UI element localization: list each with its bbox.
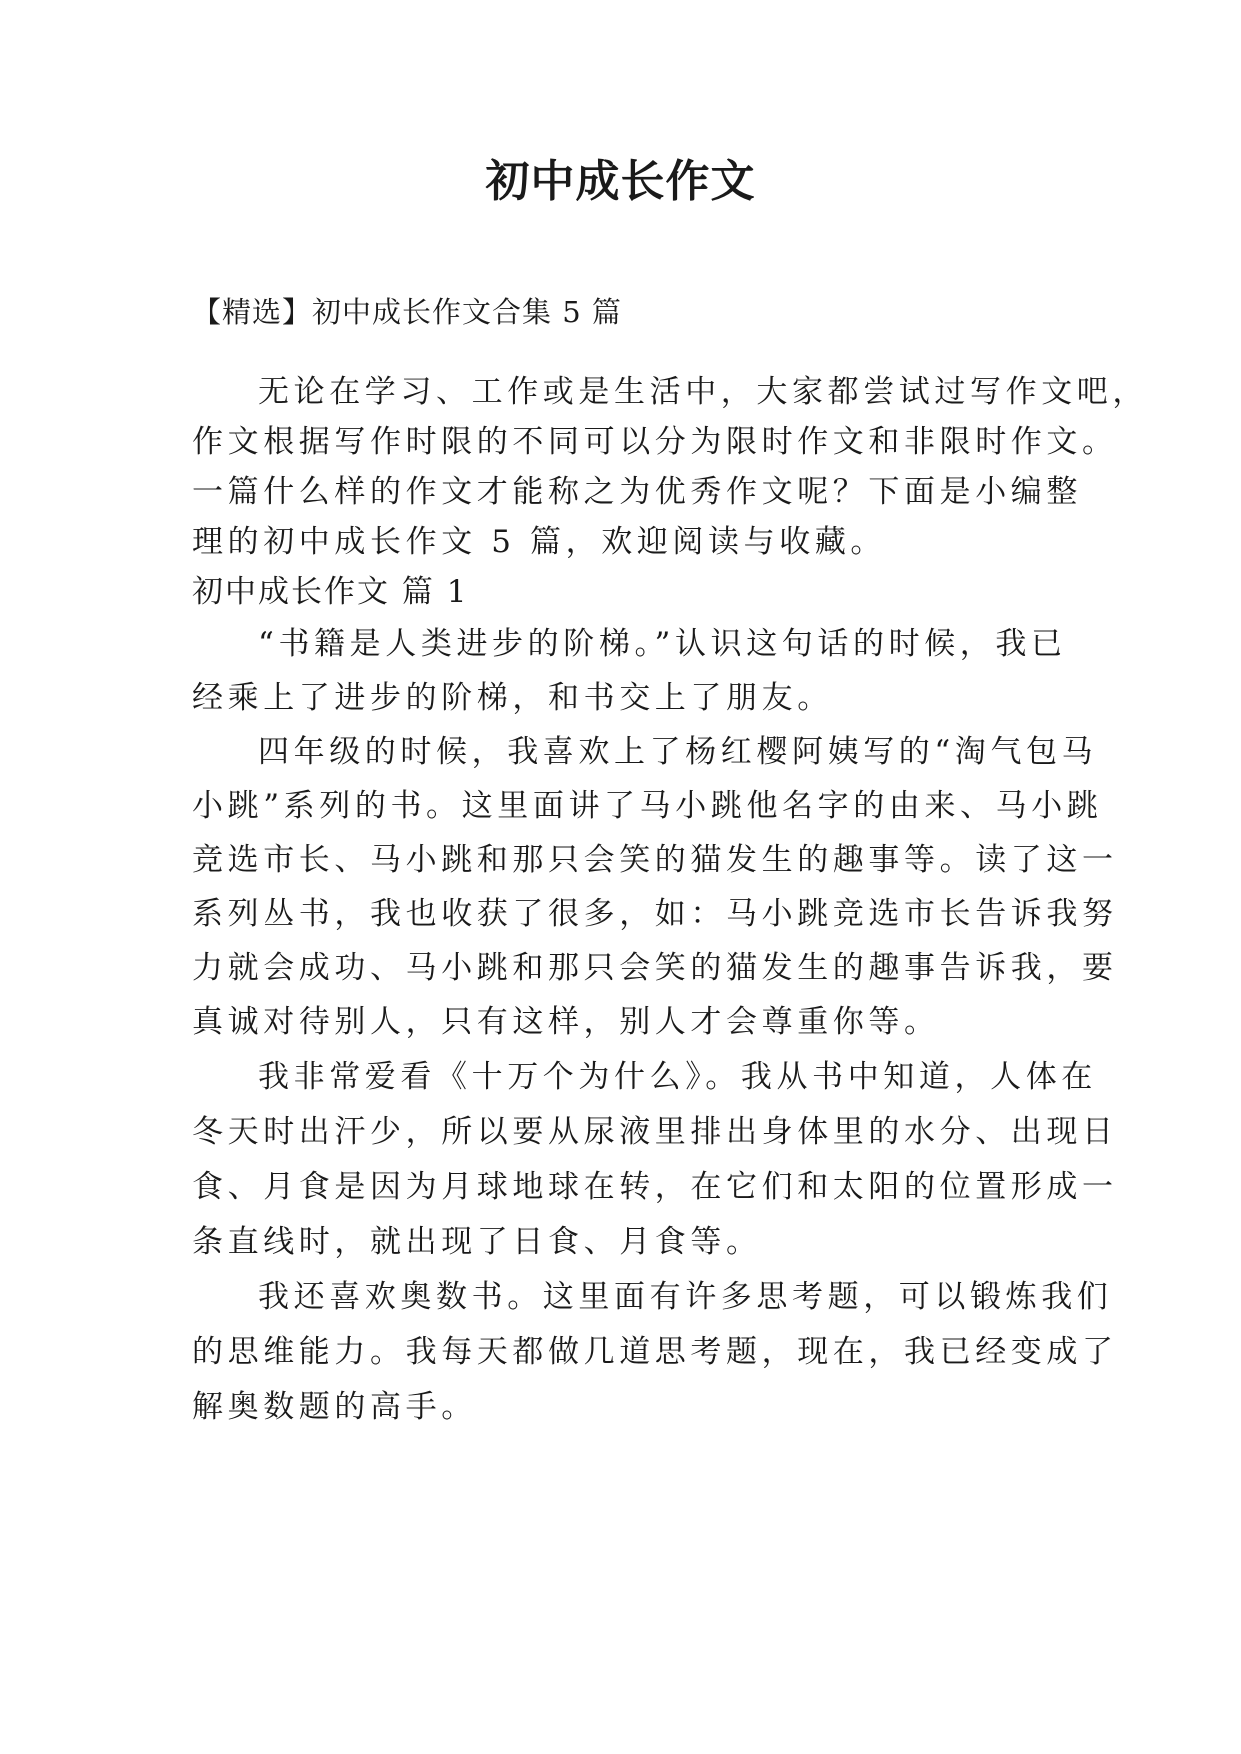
text-line: 我非常爱看《十万个为什么》。我从书中知道，人体在 <box>258 1059 1097 1095</box>
text-line: 冬天时出汗少，所以要从尿液里排出身体里的水分、出现日 <box>192 1114 1118 1150</box>
text-line: 四年级的时候，我喜欢上了杨红樱阿姨写的“淘气包马 <box>258 734 1098 770</box>
text-line: 力就会成功、马小跳和那只会笑的猫发生的趣事告诉我，要 <box>192 950 1118 986</box>
text-line: “书籍是人类进步的阶梯。”认识这句话的时候，我已 <box>258 626 1067 662</box>
text-line: 我还喜欢奥数书。这里面有许多思考题，可以锻炼我们 <box>258 1279 1113 1315</box>
text-line: 食、月食是因为月球地球在转，在它们和太阳的位置形成一 <box>192 1169 1118 1205</box>
document-title: 初中成长作文 <box>485 156 756 207</box>
section-heading: 初中成长作文 篇 1 <box>192 574 469 610</box>
text-line: 理的初中成长作文 5 篇，欢迎阅读与收藏。 <box>192 524 887 560</box>
text-line: 解奥数题的高手。 <box>192 1389 477 1425</box>
text-line: 经乘上了进步的阶梯，和书交上了朋友。 <box>192 680 833 716</box>
text-line: 的思维能力。我每天都做几道思考题，现在，我已经变成了 <box>192 1334 1118 1370</box>
text-line: 小跳”系列的书。这里面讲了马小跳他名字的由来、马小跳 <box>192 788 1103 824</box>
text-line: 一篇什么样的作文才能称之为优秀作文呢？下面是小编整 <box>192 474 1082 510</box>
text-line: 真诚对待别人，只有这样，别人才会尊重你等。 <box>192 1004 940 1040</box>
text-line: 条直线时，就出现了日食、月食等。 <box>192 1224 762 1260</box>
text-line: 系列丛书，我也收获了很多，如：马小跳竞选市长告诉我努 <box>192 896 1118 932</box>
text-line: 无论在学习、工作或是生活中，大家都尝试过写作文吧， <box>258 374 1148 410</box>
document-subtitle: 【精选】初中成长作文合集 5 篇 <box>192 295 622 329</box>
text-line: 竞选市长、马小跳和那只会笑的猫发生的趣事等。读了这一 <box>192 842 1118 878</box>
text-line: 作文根据写作时限的不同可以分为限时作文和非限时作文。 <box>192 424 1118 460</box>
